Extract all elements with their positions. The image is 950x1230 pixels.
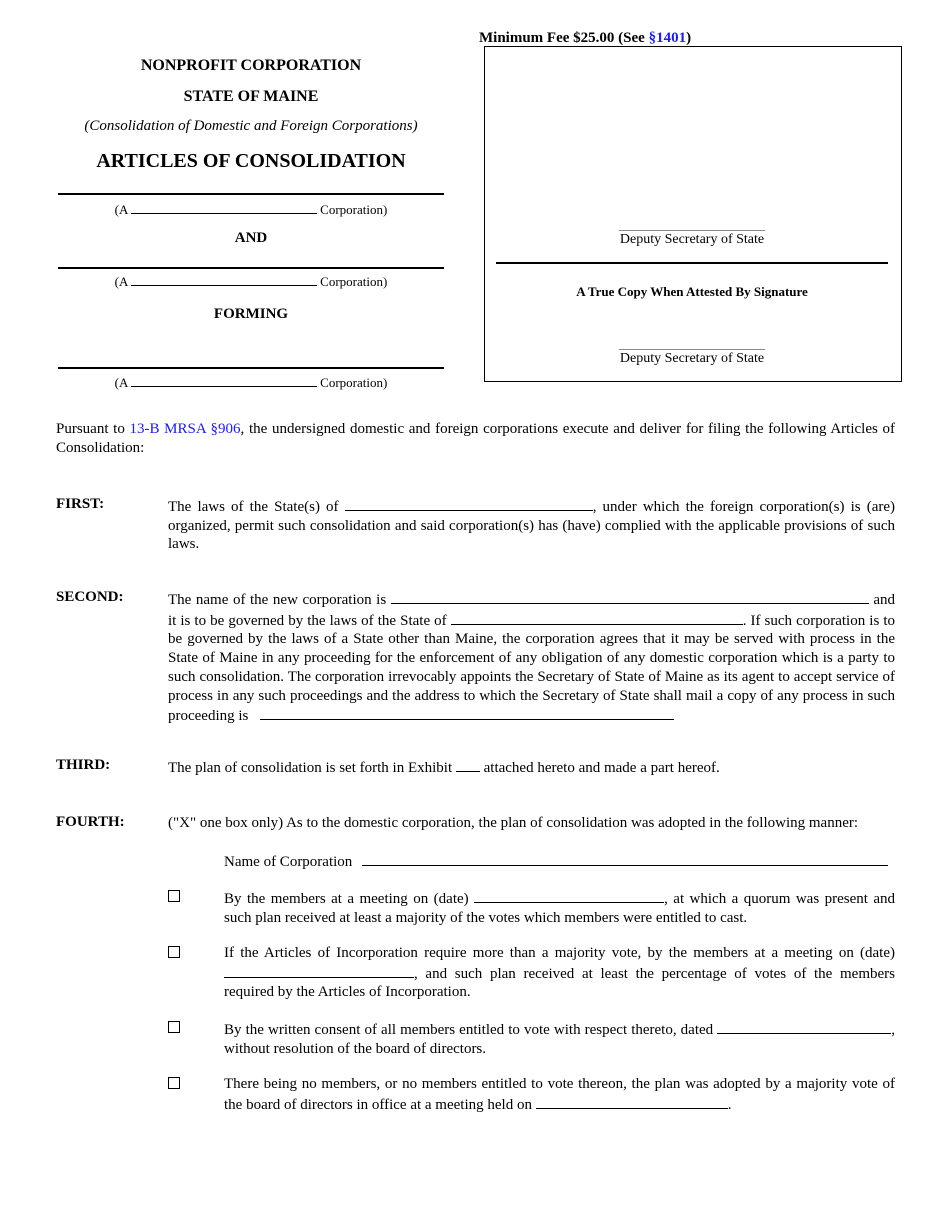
- option-1-checkbox[interactable]: [168, 890, 180, 902]
- option-1-text: By the members at a meeting on (date) , at which a quorum was present and such plan received at least a majority of the votes which members were entitled to cast.: [224, 888, 895, 927]
- header-subtitle: (Consolidation of Domestic and Foreign Corporations): [84, 118, 418, 134]
- corporation-name-blank-2[interactable]: [131, 271, 317, 286]
- corporation-name-blank-1[interactable]: [131, 199, 317, 214]
- forming-label: FORMING: [213, 306, 289, 322]
- governing-state-blank[interactable]: [451, 610, 743, 625]
- corporation-name-blank-3[interactable]: [131, 372, 317, 387]
- meeting-date-blank-1[interactable]: [474, 888, 664, 903]
- page-title: ARTICLES OF CONSOLIDATION: [96, 150, 406, 172]
- fourth-label: FOURTH:: [56, 814, 125, 830]
- second-label: SECOND:: [56, 589, 124, 605]
- corporation-line-3: (A Corporation): [58, 372, 444, 391]
- option-2-checkbox[interactable]: [168, 946, 180, 958]
- corporation-line-1: (A Corporation): [58, 199, 444, 218]
- box-divider: [496, 262, 888, 264]
- deputy-label-1: Deputy Secretary of State: [619, 232, 765, 247]
- corporation-line-2: (A Corporation): [58, 271, 444, 290]
- deputy-label-2: Deputy Secretary of State: [619, 351, 765, 366]
- statute-link[interactable]: 13-B MRSA §906: [129, 421, 241, 437]
- option-3-checkbox[interactable]: [168, 1021, 180, 1033]
- filing-box: [484, 46, 902, 382]
- exhibit-blank[interactable]: [456, 757, 480, 772]
- and-label: AND: [234, 230, 268, 246]
- minimum-fee: Minimum Fee $25.00 (See §1401): [479, 30, 692, 46]
- option-2-text: If the Articles of Incorporation require more than a majority vote, by the members at a meeting on (date) , and such plan received at least the percentage of votes of the members required by the Articles of Incorporation.: [224, 945, 895, 1001]
- header-line1: NONPROFIT CORPORATION: [140, 57, 362, 74]
- board-meeting-date-blank[interactable]: [536, 1094, 728, 1109]
- first-paragraph: The laws of the State(s) of , under which the foreign corporation(s) is (are) organized, permit such consolidation and said corporation(s) has (have) complied with the applicable provisions of such laws.: [168, 496, 895, 554]
- divider: [58, 367, 444, 369]
- intro-paragraph: Pursuant to 13-B MRSA §906, the undersigned domestic and foreign corporations execute and deliver for filing the following Articles of Consolidation:: [56, 421, 895, 456]
- option-3-text: By the written consent of all members entitled to vote with respect thereto, dated , without resolution of the board of directors.: [224, 1019, 895, 1058]
- fourth-intro: ("X" one box only) As to the domestic corporation, the plan of consolidation was adopted in the following manner:: [168, 815, 859, 831]
- consent-date-blank[interactable]: [717, 1019, 891, 1034]
- true-copy-label: A True Copy When Attested By Signature: [576, 284, 808, 299]
- option-4-checkbox[interactable]: [168, 1077, 180, 1089]
- new-corporation-name-blank[interactable]: [391, 589, 869, 604]
- header-line2: STATE OF MAINE: [183, 88, 319, 105]
- name-of-corporation-row: Name of Corporation: [224, 851, 895, 872]
- signature-line-2[interactable]: [619, 349, 765, 350]
- third-label: THIRD:: [56, 757, 111, 773]
- foreign-state-blank[interactable]: [345, 496, 593, 511]
- process-address-blank[interactable]: [260, 705, 674, 720]
- first-label: FIRST:: [56, 496, 105, 512]
- signature-line-1[interactable]: [619, 230, 765, 231]
- section-1401-link[interactable]: §1401: [648, 30, 687, 46]
- divider: [58, 193, 444, 195]
- second-paragraph: The name of the new corporation is and it is to be governed by the laws of the State of . If such corporation is to be governed by the laws of a State other than Maine, the corporation agrees that it may be served with process in the State of Maine in any proceeding for the enforcement of any obligation of any domestic corporation which is a party to such consolidation. The corporation irrevocably appoints the Secretary of State of Maine as its agent to accept service of process in any such proceedings and the address to which the Secretary of State shall mail a copy of any process in such proceeding is: [168, 589, 895, 726]
- domestic-corporation-name-blank[interactable]: [362, 851, 888, 866]
- meeting-date-blank-2[interactable]: [224, 963, 414, 978]
- third-paragraph: The plan of consolidation is set forth in Exhibit attached hereto and made a part hereof.: [168, 757, 895, 778]
- divider: [58, 267, 444, 269]
- option-4-text: There being no members, or no members entitled to vote thereon, the plan was adopted by a majority vote of the board of directors in office at a meeting held on .: [224, 1076, 895, 1113]
